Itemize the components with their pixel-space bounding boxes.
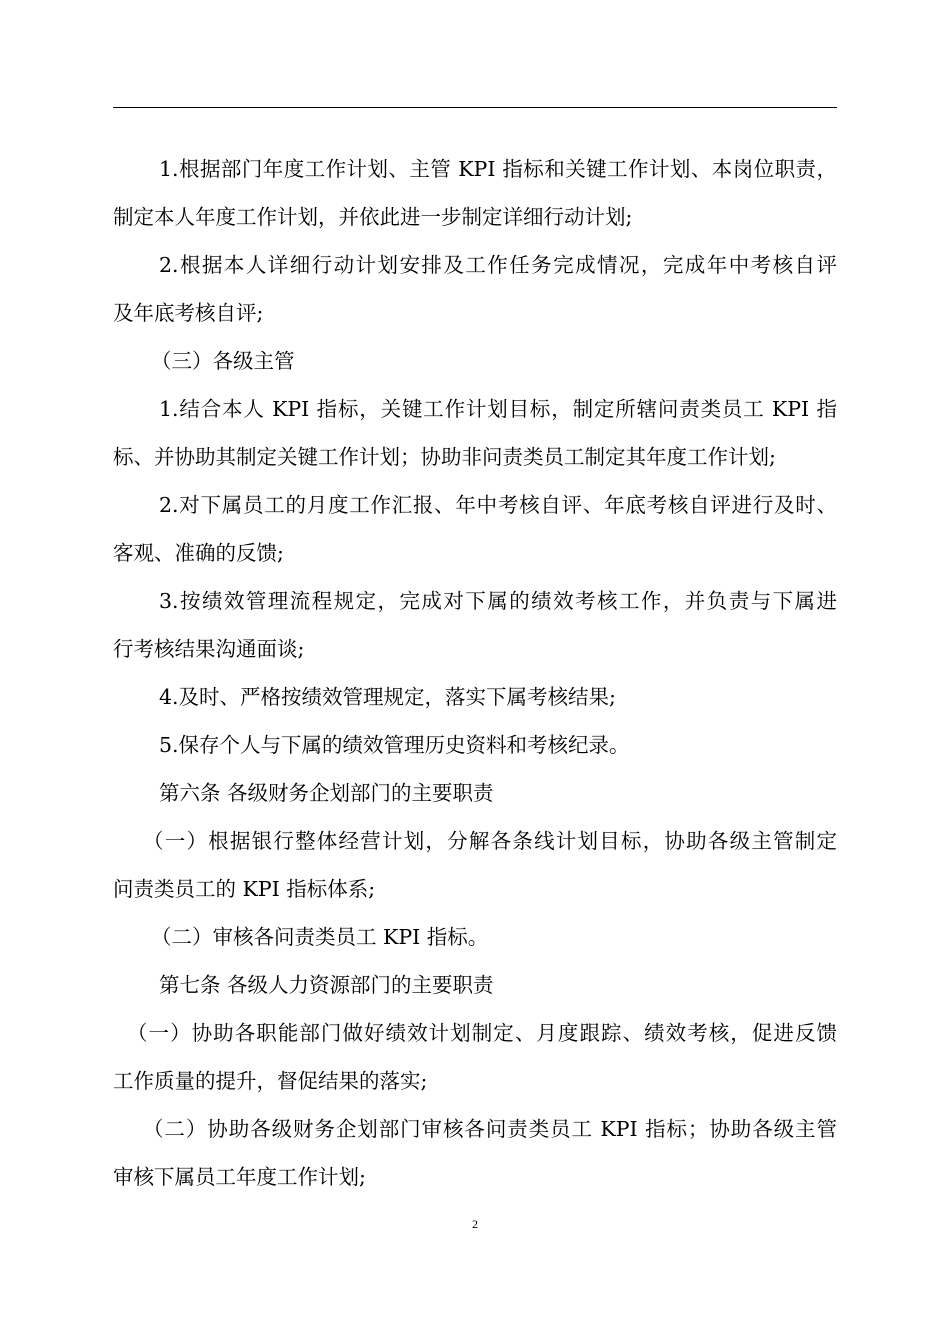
- paragraph-line: 工作质量的提升，督促结果的落实;: [113, 1069, 428, 1093]
- paragraph-line: 行考核结果沟通面谈;: [113, 637, 305, 661]
- paragraph-line: 审核下属员工年度工作计划;: [113, 1165, 366, 1189]
- body-text: [113, 145, 837, 1201]
- paragraph-line: 5.保存个人与下属的绩效管理历史资料和考核纪录。: [159, 733, 630, 757]
- paragraph-line: （一）根据银行整体经营计划，分解各条线计划目标，协助各级主管制定: [143, 829, 837, 853]
- paragraph-line: 3.按绩效管理流程规定，完成对下属的绩效考核工作，并负责与下属进: [159, 589, 837, 613]
- paragraph-line: 标、并协助其制定关键工作计划；协助非问责类员工制定其年度工作计划;: [113, 445, 776, 469]
- paragraph-line: 问责类员工的 KPI 指标体系;: [113, 877, 376, 901]
- section-heading: （三）各级主管: [151, 349, 295, 373]
- page-number: 2: [472, 1217, 478, 1231]
- paragraph-line: （一）协助各职能部门做好绩效计划制定、月度跟踪、绩效考核，促进反馈: [127, 1021, 837, 1045]
- paragraph-line: 客观、准确的反馈;: [113, 541, 284, 565]
- paragraph-line: 1.结合本人 KPI 指标，关键工作计划目标，制定所辖问责类员工 KPI 指: [159, 397, 837, 421]
- header-rule: [113, 107, 837, 108]
- paragraph-line: （二）审核各问责类员工 KPI 指标。: [151, 925, 489, 949]
- article-heading: 第六条 各级财务企划部门的主要职责: [159, 781, 494, 805]
- article-heading: 第七条 各级人力资源部门的主要职责: [159, 973, 494, 997]
- paragraph-line: 2.根据本人详细行动计划安排及工作任务完成情况，完成年中考核自评: [159, 253, 837, 277]
- paragraph-line: 4.及时、严格按绩效管理规定，落实下属考核结果;: [159, 685, 616, 709]
- paragraph-line: 及年底考核自评;: [113, 301, 264, 325]
- paragraph-line: 1.根据部门年度工作计划、主管 KPI 指标和关键工作计划、本岗位职责，: [159, 157, 837, 181]
- paragraph-line: （二）协助各级财务企划部门审核各问责类员工 KPI 指标；协助各级主管: [143, 1117, 837, 1141]
- paragraph-line: 2.对下属员工的月度工作汇报、年中考核自评、年底考核自评进行及时、: [159, 493, 837, 517]
- paragraph-line: 制定本人年度工作计划，并依此进一步制定详细行动计划;: [113, 205, 633, 229]
